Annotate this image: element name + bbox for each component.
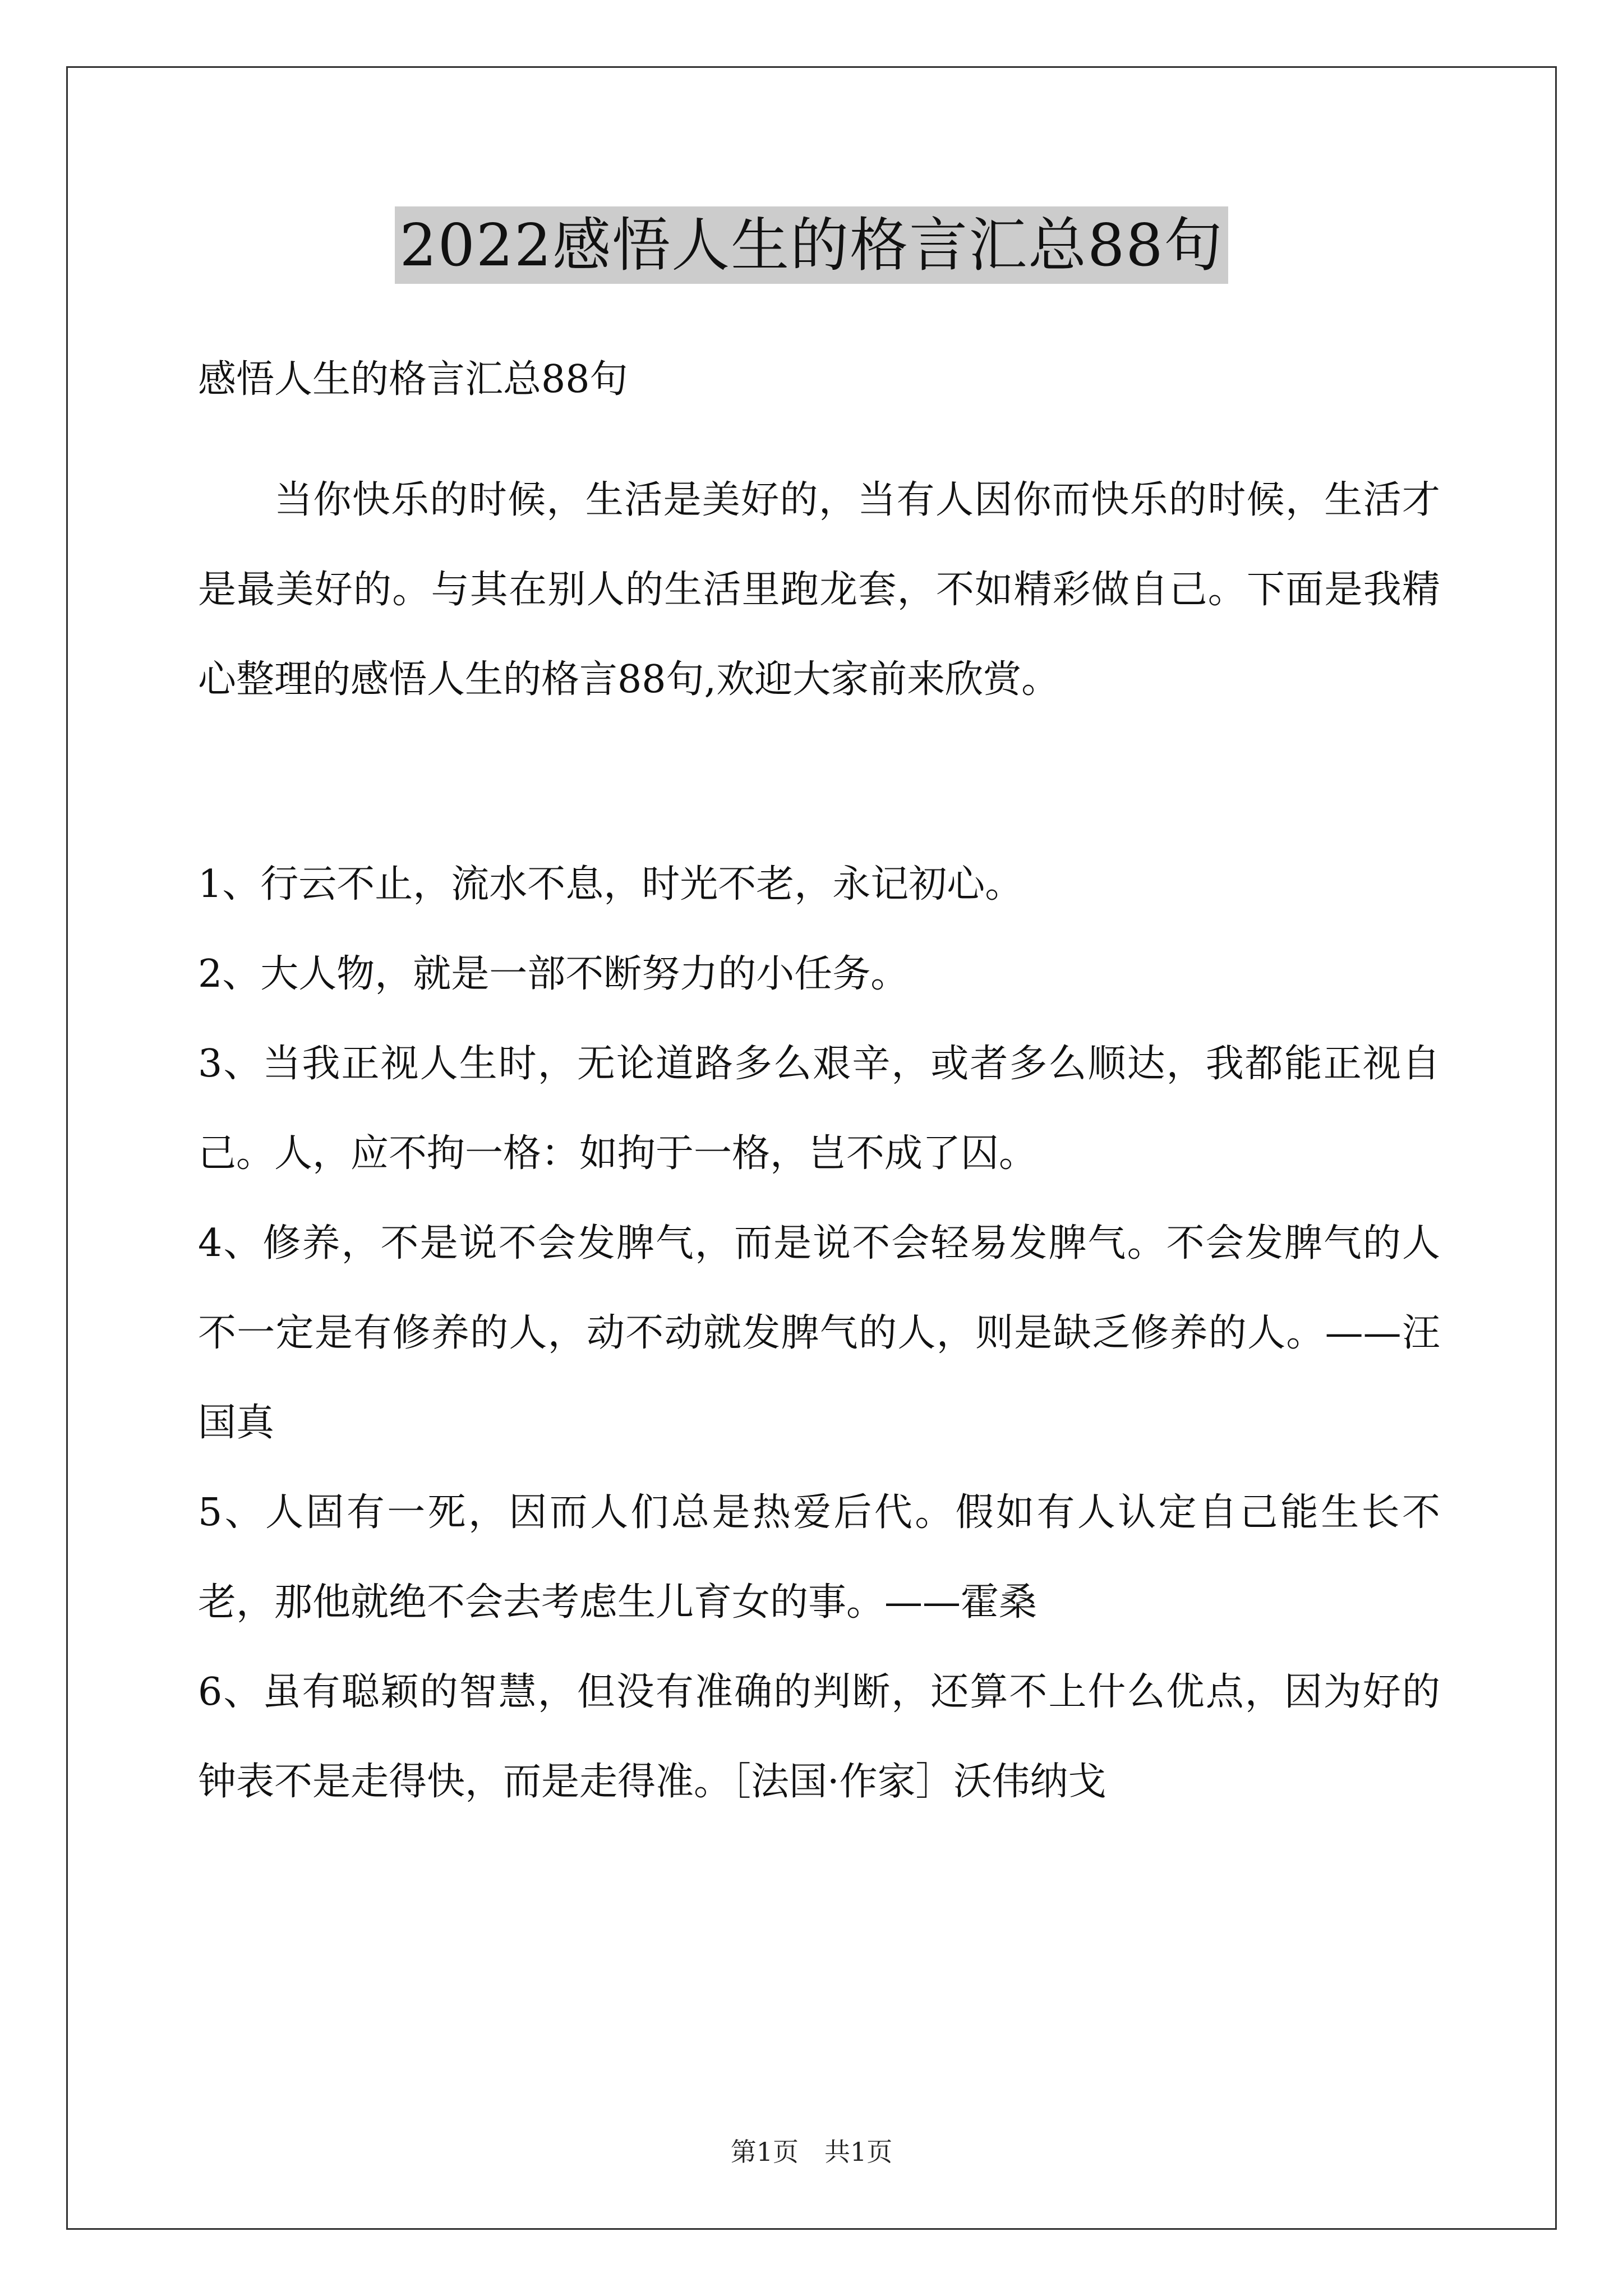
intro-paragraph: 当你快乐的时候，生活是美好的，当有人因你而快乐的时候，生活才是最美好的。与其在别人的生活里跑龙套，不如精彩做自己。下面是我精心整理的感悟人生的格言88句,欢迎大家前来欣赏。 [198, 478, 1440, 702]
document-subtitle: 感悟人生的格言汇总88句 [198, 357, 628, 402]
title-container [0, 206, 1623, 284]
quote-item-2: 2、大人物，就是一部不断努力的小任务。 [198, 952, 909, 996]
document-body [198, 349, 1440, 1827]
quote-item-3: 3、当我正视人生时，无论道路多么艰辛，或者多么顺达，我都能正视自己。人，应不拘一格：如拘于一格，岂不成了囚。 [198, 1042, 1440, 1176]
page-number-total: 共1页 [824, 2137, 893, 2167]
quote-item-5: 5、人固有一死，因而人们总是热爱后代。假如有人认定自己能生长不老，那他就绝不会去考虑生儿育女的事。——霍桑 [198, 1490, 1440, 1625]
quote-item-4: 4、修养，不是说不会发脾气，而是说不会轻易发脾气。不会发脾气的人不一定是有修养的人，动不动就发脾气的人，则是缺乏修养的人。——汪国真 [198, 1221, 1440, 1445]
spacer [198, 725, 1440, 840]
quote-item-1: 1、行云不止，流水不息，时光不老，永记初心。 [198, 862, 1023, 907]
page-footer [0, 2135, 1623, 2169]
quote-item-6: 6、虽有聪颖的智慧，但没有准确的判断，还算不上什么优点，因为好的钟表不是走得快，而是走得准。［法国·作家］沃伟纳戈 [198, 1670, 1440, 1804]
page-number-current: 第1页 [730, 2137, 799, 2167]
document-title: 2022感悟人生的格言汇总88句 [395, 206, 1228, 284]
